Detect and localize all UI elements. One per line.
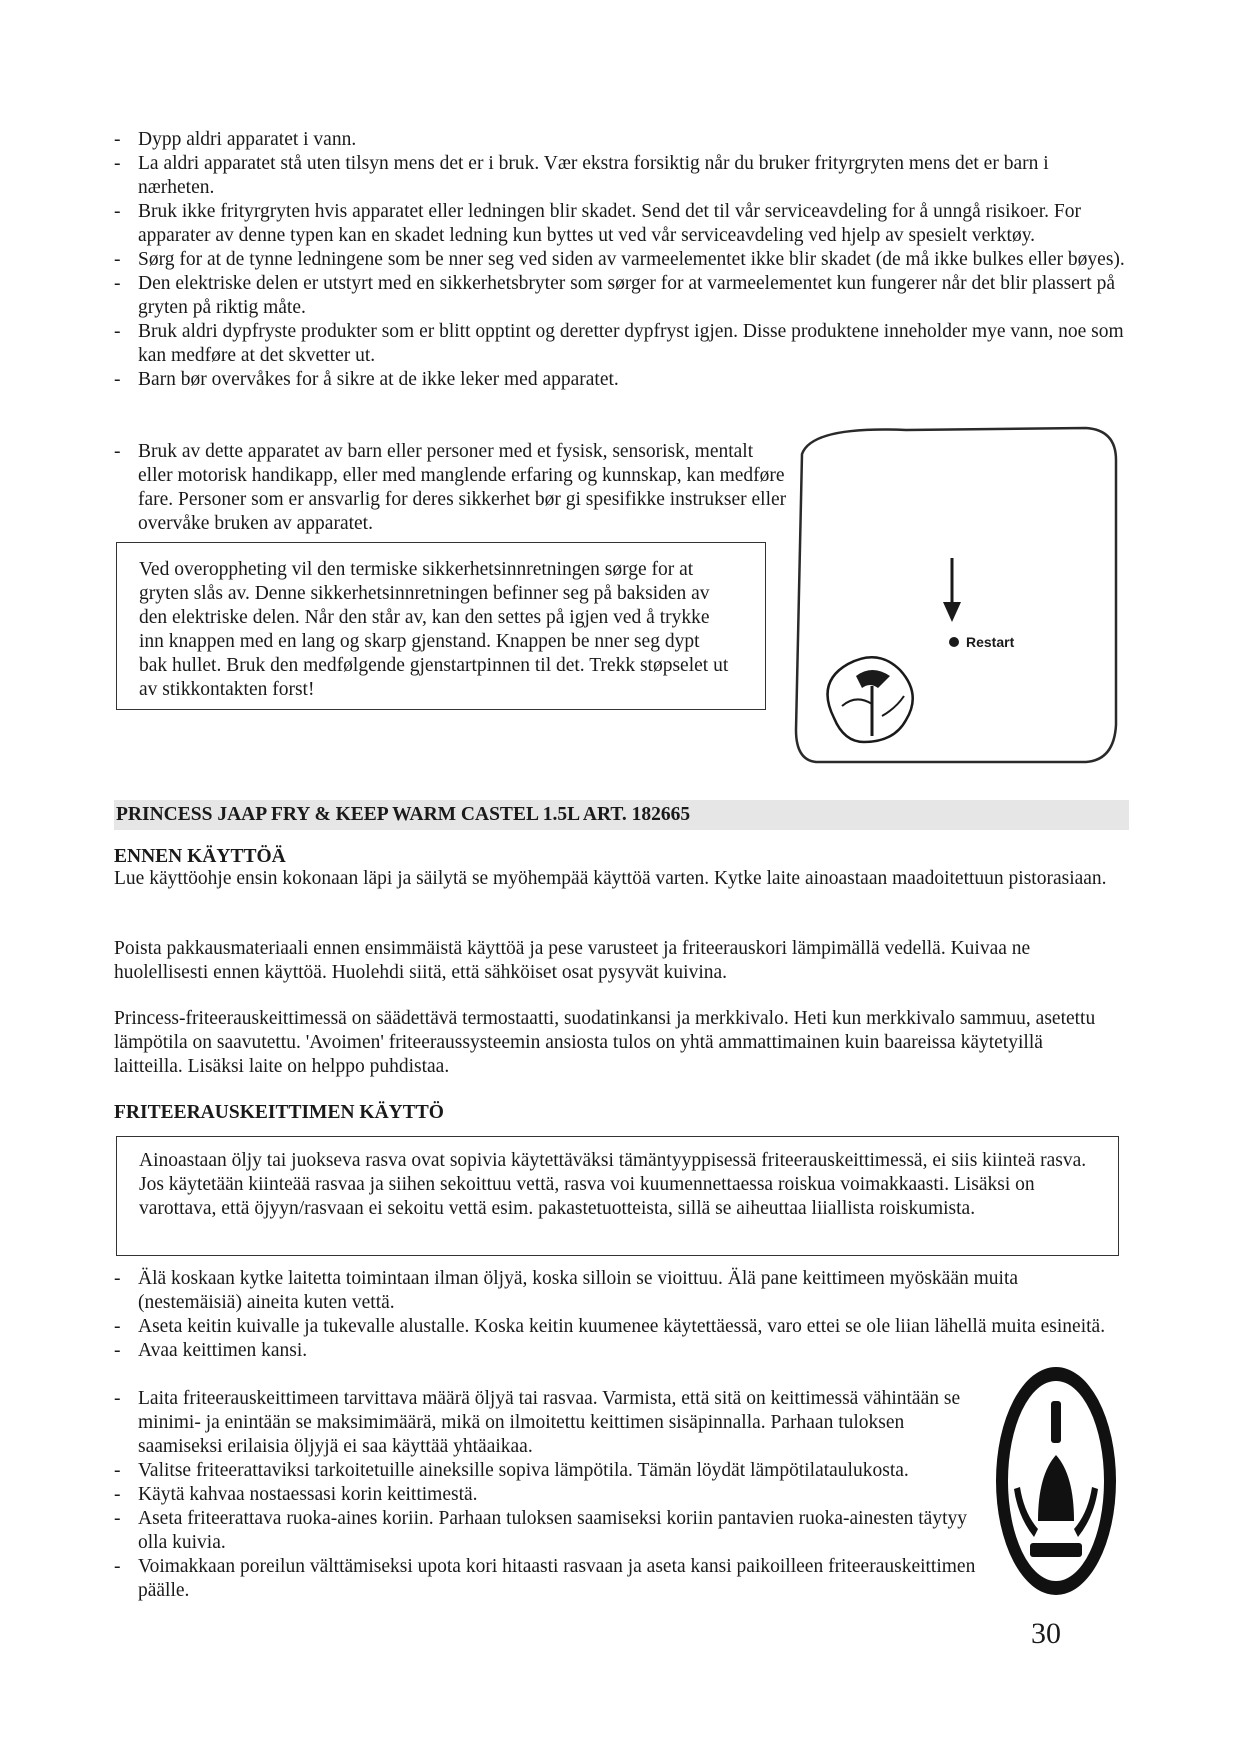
list-item: - Aseta keitin kuivalle ja tukevalle alustalle. Koska keitin kuumenee käytettäessä, varo ettei se ole liian lähellä muita esineitä.: [114, 1315, 1124, 1339]
norwegian-safety-list: [114, 128, 1126, 392]
list-item: - Bruk av dette apparatet av barn eller personer med et fysisk, sensorisk, mentalt eller motorisk handikapp, eller med manglende erfaring og kunnskap, kan medføre fare. Personer som er ansvarlig for deres sikkerhet bør gi spesifikke instrukser eller overvåke bruken av apparatet.: [114, 440, 790, 536]
list-item: - Den elektriske delen er utstyrt med en sikkerhetsbryter som sørger for at varmeelementet kun fungerer når det blir plassert på gryten på riktig måte.: [114, 272, 1126, 320]
section-heading-use: FRITEERAUSKEITTIMEN KÄYTTÖ: [114, 1102, 444, 1123]
heating-symbol: [994, 1365, 1118, 1597]
paragraph: Poista pakkausmateriaali ennen ensimmäistä käyttöä ja pese varusteet ja friteerauskori lämpimällä vedellä. Kuivaa ne huolellisesti ennen käyttöä. Huolehdi siitä, että sähköiset osat pysyvät kuivina.: [114, 938, 1031, 983]
list-item: - Älä koskaan kytke laitetta toimintaan ilman öljyä, koska silloin se vioittuu. Älä pane keittimeen myöskään muita (nestemäisiä) aineita kuten vettä.: [114, 1267, 1124, 1315]
list-item: - Avaa keittimen kansi.: [114, 1339, 1124, 1363]
oil-drop-icon: [994, 1365, 1118, 1597]
list-item: - Käytä kahvaa nostaessasi korin keittimestä.: [114, 1483, 982, 1507]
list-item: - Aseta friteerattava ruoka-aines koriin. Parhaan tuloksen saamiseksi koriin pantavien ruoka-ainesten täytyy olla kuivia.: [114, 1507, 982, 1555]
list-item: - Valitse friteerattaviksi tarkoitetuille aineksille sopiva lämpötila. Tämän löydät lämpötilataulukosta.: [114, 1459, 982, 1483]
section-heading-before-use: ENNEN KÄYTTÖÄ: [114, 846, 286, 867]
product-title-bar: PRINCESS JAAP FRY & KEEP WARM CASTEL 1.5L ART. 182665: [114, 800, 1129, 830]
list-item: - Bruk aldri dypfryste produkter som er blitt opptint og deretter dypfryst igjen. Disse produktene inneholder mye vann, noe som kan medføre at det skvetter ut.: [114, 320, 1126, 368]
list-item: - Dypp aldri apparatet i vann.: [114, 128, 1126, 152]
restart-label: Restart: [966, 634, 1015, 650]
paragraph: Princess-friteerauskeittimessä on säädettävä termostaatti, suodatinkansi ja merkkivalo. Heti kun merkkivalo sammuu, asetettu lämpötila on saavutettu. 'Avoimen' friteeraussysteemin ansiosta tulos on yhtä ammattimainen kuin baareissa käytetyillä laitteilla. Lisäksi laite on helppo puhdistaa.: [114, 1008, 1096, 1077]
list-item: - Barn bør overvåkes for å sikre at de ikke leker med apparatet.: [114, 368, 1126, 392]
paragraph: Lue käyttöohje ensin kokonaan läpi ja säilytä se myöhempää käyttöä varten. Kytke laite ainoastaan maadoitettuun pistorasiaan.: [114, 868, 1107, 889]
list-item: - Sørg for at de tynne ledningene som be nner seg ved siden av varmeelementet ikke blir skadet (de må ikke bulkes eller bøyes).: [114, 248, 1126, 272]
overheat-note-box: [116, 542, 766, 710]
oil-note-text: Ainoastaan öljy tai juokseva rasva ovat sopivia käytettäväksi tämäntyyppisessä friteerauskeittimessä, ei siis kiinteä rasva. Jos käytetään kiinteää rasvaa ja siihen sekoittuu vettä, rasva voi kuumennettaessa roiskua voimakkaasti. Lisäksi on varottava, että öjyyn/rasvaan ei sekoitu vettä esim. pakastetuotteista, sillä se aiheuttaa liiallista roiskumista.: [139, 1150, 1087, 1219]
oil-note-box: [116, 1136, 1119, 1256]
page-number: 30: [1031, 1617, 1061, 1650]
list-item: - La aldri apparatet stå uten tilsyn mens det er i bruk. Vær ekstra forsiktig når du bruker frityrgryten mens det er barn i nærheten.: [114, 152, 1126, 200]
list-item: - Voimakkaan poreilun välttämiseksi upota kori hitaasti rasvaan ja aseta kansi paikoilleen friteerauskeittimen päälle.: [114, 1555, 982, 1603]
thermostat-knob-icon: [828, 657, 913, 742]
restart-hole-icon: [949, 637, 959, 647]
finnish-usage-list-narrow: [114, 1387, 982, 1603]
restart-figure: [786, 420, 1132, 780]
overheat-note-text: Ved overoppheting vil den termiske sikkerhetsinnretningen sørge for at gryten slås av. Denne sikkerhetsinnretningen befinner seg på baksiden av den elektriske delen. Når den står av, kan den settes på igjen ved å trykke inn knappen med en lang og skarp gjenstand. Knappen be nner seg dypt bak hullet. Bruk den medfølgende gjenstartpinnen til det. Trekk støpselet ut av stikkontakten forst!: [139, 559, 729, 700]
list-item: - Laita friteerauskeittimeen tarvittava määrä öljyä tai rasvaa. Varmista, että sitä on keittimessä vähintään se minimi- ja enintään se maksimimäärä, mikä on ilmoitettu keittimen sisäpinnalla. Parhaan tuloksen saamiseksi erilaisia öljyjä ei saa käyttää yhtäaikaa.: [114, 1387, 982, 1459]
fryer-restart-illustration: [786, 420, 1132, 780]
finnish-usage-list: [114, 1267, 1124, 1363]
list-item: - Bruk ikke frityrgryten hvis apparatet eller ledningen blir skadet. Send det til vår serviceavdeling for å unngå risikoer. For apparater av denne typen kan en skadet ledning kun byttes ut ved vår serviceavdeling ved hjelp av spesielt verktøy.: [114, 200, 1126, 248]
norwegian-narrow-list: [114, 440, 790, 536]
